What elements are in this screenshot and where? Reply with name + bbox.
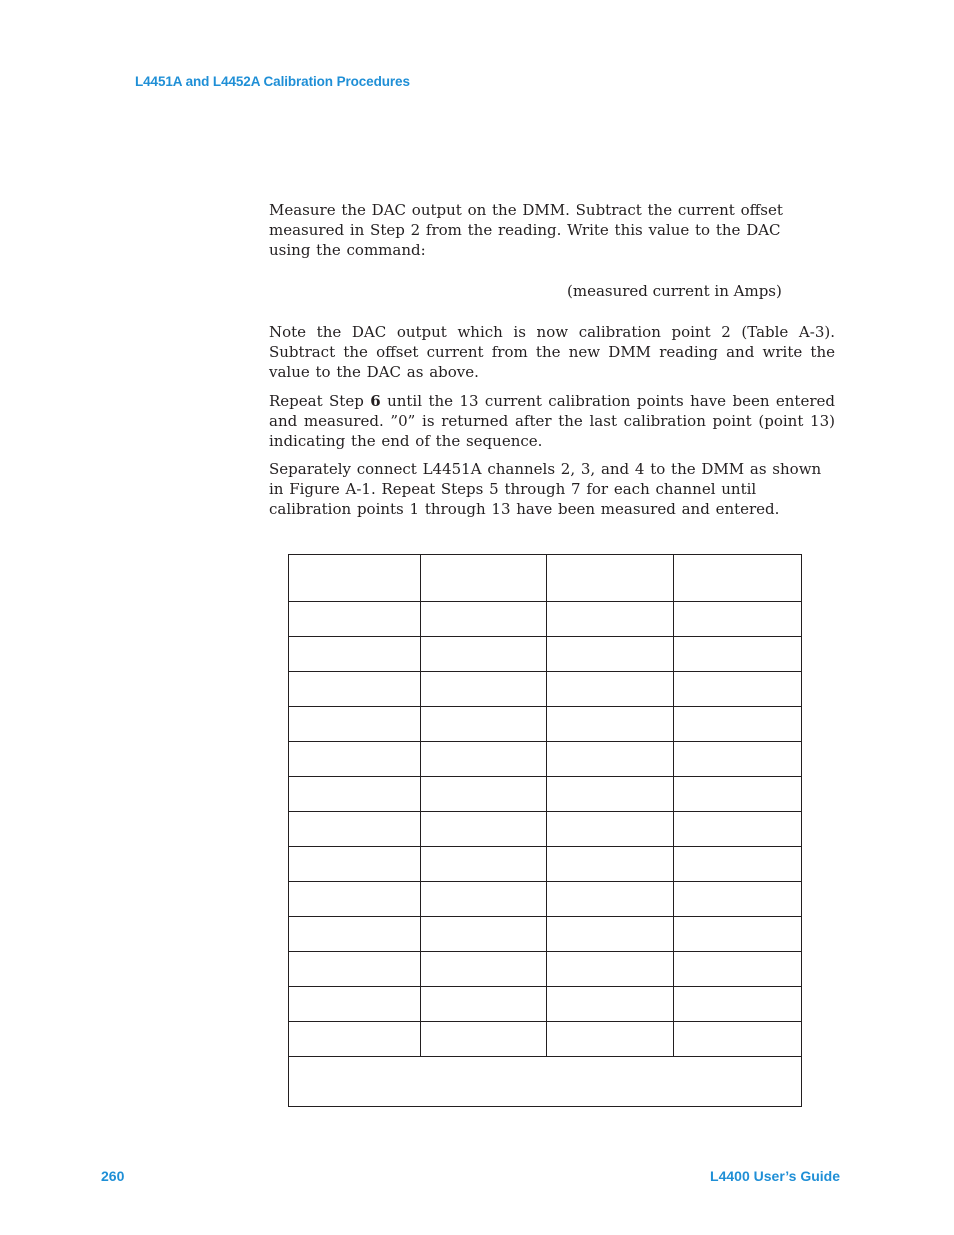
table-cell [547,882,674,917]
table-cell [289,707,421,742]
table-header-cell [547,555,674,602]
instruction-paragraph-repeat [269,391,835,452]
table-cell [674,637,802,672]
table-cell [674,987,802,1022]
table-header-cell [289,555,421,602]
table-cell [421,707,547,742]
table-footer-row [289,1057,802,1107]
table-cell [289,882,421,917]
table-cell [674,847,802,882]
table-cell [289,987,421,1022]
table-row [289,952,802,987]
command-argument-note: (measured current in Amps) [567,282,782,300]
table-cell [547,707,674,742]
table-row [289,742,802,777]
table-header-cell [674,555,802,602]
table-cell [289,917,421,952]
table-row [289,637,802,672]
step-reference: 6 [370,392,381,410]
table-cell [421,952,547,987]
table-row [289,707,802,742]
table-cell [674,917,802,952]
table-header-cell [421,555,547,602]
table-cell [289,952,421,987]
table-cell [289,602,421,637]
page-number: 260 [101,1168,125,1184]
table-cell [289,637,421,672]
table-cell [289,672,421,707]
table-cell [421,672,547,707]
table-cell [421,777,547,812]
table-cell [421,742,547,777]
table-cell [421,847,547,882]
table-cell [674,707,802,742]
table-cell [421,1022,547,1057]
table-row [289,777,802,812]
table-cell [547,952,674,987]
table-row [289,602,802,637]
table-cell [547,847,674,882]
table-cell [547,812,674,847]
table-cell [674,742,802,777]
table-cell [547,637,674,672]
table-cell [289,812,421,847]
table-cell [421,987,547,1022]
guide-title: L4400 User’s Guide [710,1168,840,1184]
table-cell [421,812,547,847]
table-cell [289,777,421,812]
table-cell [547,1022,674,1057]
table-row [289,672,802,707]
table-cell [421,602,547,637]
table-cell [547,602,674,637]
table-row [289,987,802,1022]
table-cell [547,777,674,812]
table-cell [421,882,547,917]
table-row [289,882,802,917]
instruction-paragraph-measure: Measure the DAC output on the DMM. Subtract the current offset measured in Step 2 from the reading. Write this value to the DAC using the command: [269,201,783,260]
table-row [289,1022,802,1057]
table-cell [547,672,674,707]
table-cell [674,952,802,987]
repeat-text-end: until the 13 current calibration points have been entered and measured. ”0” is returned after the last calibration point (point 13) indicating the end of the sequence. [269,392,835,451]
table-cell [674,777,802,812]
table-cell [674,602,802,637]
table-footer-cell [289,1057,802,1107]
running-header: L4451A and L4452A Calibration Procedures [135,74,410,89]
table-row [289,917,802,952]
instruction-paragraph-channels: Separately connect L4451A channels 2, 3, and 4 to the DMM as shown in Figure A-1. Repeat Steps 5 through 7 for each channel until calibration points 1 through 13 have been measured and entered. [269,460,822,519]
table-cell [674,672,802,707]
table-row [289,812,802,847]
table-cell [674,882,802,917]
table-cell [674,812,802,847]
table-row [289,847,802,882]
table-cell [421,637,547,672]
table-cell [289,847,421,882]
table-header-row [289,555,802,602]
table-cell [674,1022,802,1057]
table-cell [421,917,547,952]
repeat-text-start: Repeat Step [269,392,371,410]
instruction-paragraph-note: Note the DAC output which is now calibration point 2 (Table A-3). Subtract the offset current from the new DMM reading and write the value to the DAC as above. [269,323,835,382]
table-cell [289,742,421,777]
calibration-points-table [288,554,802,1107]
table-cell [547,742,674,777]
table-cell [547,917,674,952]
table-cell [289,1022,421,1057]
table-cell [547,987,674,1022]
